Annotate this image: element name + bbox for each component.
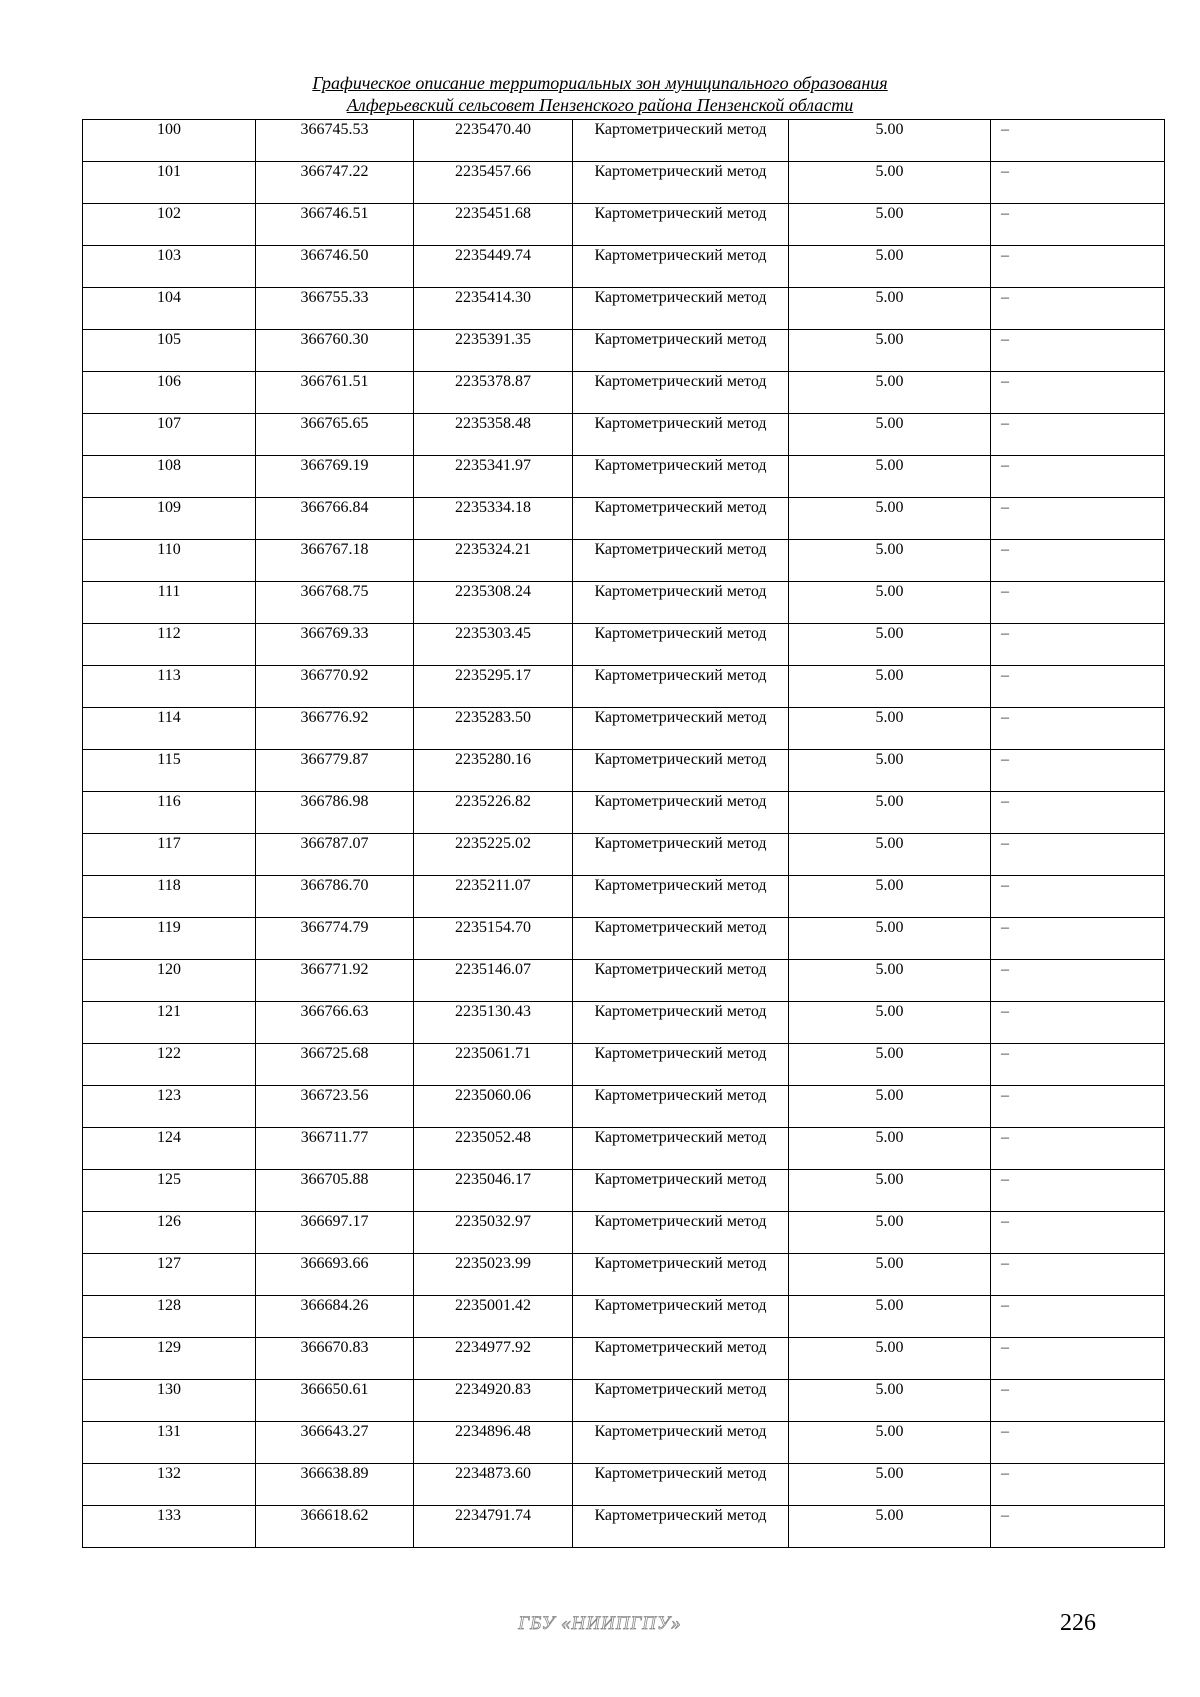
method-cell: Картометрический метод [573, 1128, 789, 1170]
table-row [83, 918, 1165, 960]
point-number-cell: 129 [83, 1338, 256, 1380]
accuracy-cell: 5.00 [789, 834, 991, 876]
method-cell: Картометрический метод [573, 1464, 789, 1506]
method-cell: Картометрический метод [573, 372, 789, 414]
page-number: 226 [1060, 1610, 1096, 1636]
x-coordinate-cell: 366697.17 [256, 1212, 414, 1254]
x-coordinate-cell: 366765.65 [256, 414, 414, 456]
y-coordinate-cell: 2235046.17 [414, 1170, 573, 1212]
table-row [83, 1002, 1165, 1044]
note-cell: – [991, 540, 1165, 582]
table-row [83, 414, 1165, 456]
x-coordinate-cell: 366786.98 [256, 792, 414, 834]
accuracy-cell: 5.00 [789, 288, 991, 330]
point-number-cell: 132 [83, 1464, 256, 1506]
point-number-cell: 128 [83, 1296, 256, 1338]
method-cell: Картометрический метод [573, 582, 789, 624]
point-number-cell: 125 [83, 1170, 256, 1212]
accuracy-cell: 5.00 [789, 960, 991, 1002]
note-cell: – [991, 1002, 1165, 1044]
method-cell: Картометрический метод [573, 414, 789, 456]
y-coordinate-cell: 2234896.48 [414, 1422, 573, 1464]
table-row [83, 750, 1165, 792]
point-number-cell: 117 [83, 834, 256, 876]
method-cell: Картометрический метод [573, 1422, 789, 1464]
y-coordinate-cell: 2235052.48 [414, 1128, 573, 1170]
accuracy-cell: 5.00 [789, 1170, 991, 1212]
accuracy-cell: 5.00 [789, 162, 991, 204]
note-cell: – [991, 1380, 1165, 1422]
document-header [0, 72, 1200, 116]
accuracy-cell: 5.00 [789, 120, 991, 162]
table-row [83, 204, 1165, 246]
table-row [83, 246, 1165, 288]
x-coordinate-cell: 366767.18 [256, 540, 414, 582]
method-cell: Картометрический метод [573, 1212, 789, 1254]
point-number-cell: 103 [83, 246, 256, 288]
y-coordinate-cell: 2235283.50 [414, 708, 573, 750]
note-cell: – [991, 1086, 1165, 1128]
accuracy-cell: 5.00 [789, 1212, 991, 1254]
point-number-cell: 106 [83, 372, 256, 414]
x-coordinate-cell: 366761.51 [256, 372, 414, 414]
y-coordinate-cell: 2235061.71 [414, 1044, 573, 1086]
note-cell: – [991, 708, 1165, 750]
point-number-cell: 119 [83, 918, 256, 960]
accuracy-cell: 5.00 [789, 1296, 991, 1338]
point-number-cell: 109 [83, 498, 256, 540]
note-cell: – [991, 1338, 1165, 1380]
point-number-cell: 111 [83, 582, 256, 624]
point-number-cell: 110 [83, 540, 256, 582]
method-cell: Картометрический метод [573, 246, 789, 288]
note-cell: – [991, 960, 1165, 1002]
table-row [83, 498, 1165, 540]
accuracy-cell: 5.00 [789, 1506, 991, 1548]
y-coordinate-cell: 2235391.35 [414, 330, 573, 372]
coordinates-table-body [83, 120, 1165, 1548]
accuracy-cell: 5.00 [789, 414, 991, 456]
table-row [83, 456, 1165, 498]
table-row [83, 666, 1165, 708]
table-row [83, 1380, 1165, 1422]
accuracy-cell: 5.00 [789, 750, 991, 792]
note-cell: – [991, 288, 1165, 330]
table-row [83, 1170, 1165, 1212]
method-cell: Картометрический метод [573, 918, 789, 960]
method-cell: Картометрический метод [573, 288, 789, 330]
x-coordinate-cell: 366746.50 [256, 246, 414, 288]
x-coordinate-cell: 366768.75 [256, 582, 414, 624]
method-cell: Картометрический метод [573, 330, 789, 372]
note-cell: – [991, 834, 1165, 876]
point-number-cell: 131 [83, 1422, 256, 1464]
table-row [83, 1086, 1165, 1128]
y-coordinate-cell: 2235023.99 [414, 1254, 573, 1296]
accuracy-cell: 5.00 [789, 204, 991, 246]
note-cell: – [991, 582, 1165, 624]
method-cell: Картометрический метод [573, 204, 789, 246]
note-cell: – [991, 1170, 1165, 1212]
y-coordinate-cell: 2235211.07 [414, 876, 573, 918]
accuracy-cell: 5.00 [789, 1380, 991, 1422]
point-number-cell: 133 [83, 1506, 256, 1548]
y-coordinate-cell: 2234791.74 [414, 1506, 573, 1548]
accuracy-cell: 5.00 [789, 918, 991, 960]
table-row [83, 1464, 1165, 1506]
note-cell: – [991, 246, 1165, 288]
x-coordinate-cell: 366705.88 [256, 1170, 414, 1212]
x-coordinate-cell: 366774.79 [256, 918, 414, 960]
x-coordinate-cell: 366670.83 [256, 1338, 414, 1380]
x-coordinate-cell: 366643.27 [256, 1422, 414, 1464]
note-cell: – [991, 204, 1165, 246]
note-cell: – [991, 666, 1165, 708]
accuracy-cell: 5.00 [789, 1044, 991, 1086]
x-coordinate-cell: 366693.66 [256, 1254, 414, 1296]
accuracy-cell: 5.00 [789, 666, 991, 708]
table-row [83, 708, 1165, 750]
table-row [83, 1128, 1165, 1170]
y-coordinate-cell: 2235032.97 [414, 1212, 573, 1254]
note-cell: – [991, 918, 1165, 960]
accuracy-cell: 5.00 [789, 624, 991, 666]
y-coordinate-cell: 2235280.16 [414, 750, 573, 792]
point-number-cell: 100 [83, 120, 256, 162]
x-coordinate-cell: 366766.63 [256, 1002, 414, 1044]
point-number-cell: 113 [83, 666, 256, 708]
accuracy-cell: 5.00 [789, 708, 991, 750]
y-coordinate-cell: 2234873.60 [414, 1464, 573, 1506]
accuracy-cell: 5.00 [789, 1128, 991, 1170]
note-cell: – [991, 1296, 1165, 1338]
note-cell: – [991, 1044, 1165, 1086]
y-coordinate-cell: 2235130.43 [414, 1002, 573, 1044]
y-coordinate-cell: 2235295.17 [414, 666, 573, 708]
method-cell: Картометрический метод [573, 540, 789, 582]
table-row [83, 876, 1165, 918]
point-number-cell: 104 [83, 288, 256, 330]
point-number-cell: 118 [83, 876, 256, 918]
point-number-cell: 124 [83, 1128, 256, 1170]
table-row [83, 960, 1165, 1002]
y-coordinate-cell: 2235378.87 [414, 372, 573, 414]
x-coordinate-cell: 366725.68 [256, 1044, 414, 1086]
y-coordinate-cell: 2234977.92 [414, 1338, 573, 1380]
point-number-cell: 121 [83, 1002, 256, 1044]
x-coordinate-cell: 366650.61 [256, 1380, 414, 1422]
x-coordinate-cell: 366786.70 [256, 876, 414, 918]
note-cell: – [991, 1128, 1165, 1170]
point-number-cell: 130 [83, 1380, 256, 1422]
accuracy-cell: 5.00 [789, 792, 991, 834]
method-cell: Картометрический метод [573, 792, 789, 834]
y-coordinate-cell: 2235451.68 [414, 204, 573, 246]
note-cell: – [991, 792, 1165, 834]
accuracy-cell: 5.00 [789, 1254, 991, 1296]
accuracy-cell: 5.00 [789, 1002, 991, 1044]
table-row [83, 1296, 1165, 1338]
point-number-cell: 115 [83, 750, 256, 792]
x-coordinate-cell: 366747.22 [256, 162, 414, 204]
method-cell: Картометрический метод [573, 1002, 789, 1044]
note-cell: – [991, 624, 1165, 666]
x-coordinate-cell: 366787.07 [256, 834, 414, 876]
method-cell: Картометрический метод [573, 666, 789, 708]
note-cell: – [991, 1464, 1165, 1506]
x-coordinate-cell: 366766.84 [256, 498, 414, 540]
method-cell: Картометрический метод [573, 1380, 789, 1422]
y-coordinate-cell: 2235449.74 [414, 246, 573, 288]
method-cell: Картометрический метод [573, 1506, 789, 1548]
table-row [83, 1044, 1165, 1086]
y-coordinate-cell: 2235225.02 [414, 834, 573, 876]
x-coordinate-cell: 366770.92 [256, 666, 414, 708]
accuracy-cell: 5.00 [789, 1464, 991, 1506]
method-cell: Картометрический метод [573, 1254, 789, 1296]
table-row [83, 162, 1165, 204]
table-row [83, 1422, 1165, 1464]
note-cell: – [991, 456, 1165, 498]
y-coordinate-cell: 2235470.40 [414, 120, 573, 162]
note-cell: – [991, 372, 1165, 414]
method-cell: Картометрический метод [573, 624, 789, 666]
method-cell: Картометрический метод [573, 1338, 789, 1380]
y-coordinate-cell: 2235154.70 [414, 918, 573, 960]
x-coordinate-cell: 366779.87 [256, 750, 414, 792]
x-coordinate-cell: 366776.92 [256, 708, 414, 750]
accuracy-cell: 5.00 [789, 1338, 991, 1380]
x-coordinate-cell: 366771.92 [256, 960, 414, 1002]
y-coordinate-cell: 2235341.97 [414, 456, 573, 498]
note-cell: – [991, 1254, 1165, 1296]
point-number-cell: 116 [83, 792, 256, 834]
method-cell: Картометрический метод [573, 960, 789, 1002]
method-cell: Картометрический метод [573, 120, 789, 162]
method-cell: Картометрический метод [573, 1044, 789, 1086]
method-cell: Картометрический метод [573, 1170, 789, 1212]
coordinates-table [82, 119, 1165, 1548]
table-row [83, 792, 1165, 834]
x-coordinate-cell: 366684.26 [256, 1296, 414, 1338]
note-cell: – [991, 876, 1165, 918]
method-cell: Картометрический метод [573, 1296, 789, 1338]
point-number-cell: 123 [83, 1086, 256, 1128]
x-coordinate-cell: 366638.89 [256, 1464, 414, 1506]
table-row [83, 288, 1165, 330]
y-coordinate-cell: 2235414.30 [414, 288, 573, 330]
accuracy-cell: 5.00 [789, 582, 991, 624]
point-number-cell: 114 [83, 708, 256, 750]
point-number-cell: 126 [83, 1212, 256, 1254]
y-coordinate-cell: 2235226.82 [414, 792, 573, 834]
y-coordinate-cell: 2235060.06 [414, 1086, 573, 1128]
table-row [83, 372, 1165, 414]
accuracy-cell: 5.00 [789, 372, 991, 414]
table-row [83, 1506, 1165, 1548]
note-cell: – [991, 498, 1165, 540]
method-cell: Картометрический метод [573, 1086, 789, 1128]
table-row [83, 834, 1165, 876]
x-coordinate-cell: 366755.33 [256, 288, 414, 330]
x-coordinate-cell: 366618.62 [256, 1506, 414, 1548]
method-cell: Картометрический метод [573, 750, 789, 792]
note-cell: – [991, 414, 1165, 456]
point-number-cell: 127 [83, 1254, 256, 1296]
x-coordinate-cell: 366723.56 [256, 1086, 414, 1128]
method-cell: Картометрический метод [573, 498, 789, 540]
accuracy-cell: 5.00 [789, 1422, 991, 1464]
accuracy-cell: 5.00 [789, 246, 991, 288]
table-row [83, 120, 1165, 162]
y-coordinate-cell: 2235457.66 [414, 162, 573, 204]
point-number-cell: 108 [83, 456, 256, 498]
y-coordinate-cell: 2234920.83 [414, 1380, 573, 1422]
method-cell: Картометрический метод [573, 876, 789, 918]
table-row [83, 1338, 1165, 1380]
note-cell: – [991, 1422, 1165, 1464]
x-coordinate-cell: 366745.53 [256, 120, 414, 162]
note-cell: – [991, 120, 1165, 162]
accuracy-cell: 5.00 [789, 330, 991, 372]
table-row [83, 582, 1165, 624]
y-coordinate-cell: 2235324.21 [414, 540, 573, 582]
note-cell: – [991, 750, 1165, 792]
point-number-cell: 101 [83, 162, 256, 204]
x-coordinate-cell: 366711.77 [256, 1128, 414, 1170]
y-coordinate-cell: 2235146.07 [414, 960, 573, 1002]
x-coordinate-cell: 366769.33 [256, 624, 414, 666]
accuracy-cell: 5.00 [789, 498, 991, 540]
note-cell: – [991, 330, 1165, 372]
header-title-line1: Графическое описание территориальных зон муниципального образования [312, 73, 888, 93]
x-coordinate-cell: 366746.51 [256, 204, 414, 246]
method-cell: Картометрический метод [573, 708, 789, 750]
y-coordinate-cell: 2235308.24 [414, 582, 573, 624]
note-cell: – [991, 1212, 1165, 1254]
table-row [83, 330, 1165, 372]
y-coordinate-cell: 2235334.18 [414, 498, 573, 540]
point-number-cell: 122 [83, 1044, 256, 1086]
method-cell: Картометрический метод [573, 162, 789, 204]
point-number-cell: 105 [83, 330, 256, 372]
method-cell: Картометрический метод [573, 834, 789, 876]
table-row [83, 1212, 1165, 1254]
table-row [83, 1254, 1165, 1296]
footer-organization: ГБУ «НИИПГПУ» [518, 1613, 682, 1634]
accuracy-cell: 5.00 [789, 1086, 991, 1128]
table-row [83, 540, 1165, 582]
point-number-cell: 120 [83, 960, 256, 1002]
note-cell: – [991, 162, 1165, 204]
y-coordinate-cell: 2235358.48 [414, 414, 573, 456]
y-coordinate-cell: 2235001.42 [414, 1296, 573, 1338]
method-cell: Картометрический метод [573, 456, 789, 498]
point-number-cell: 102 [83, 204, 256, 246]
point-number-cell: 107 [83, 414, 256, 456]
x-coordinate-cell: 366760.30 [256, 330, 414, 372]
point-number-cell: 112 [83, 624, 256, 666]
x-coordinate-cell: 366769.19 [256, 456, 414, 498]
accuracy-cell: 5.00 [789, 456, 991, 498]
table-row [83, 624, 1165, 666]
note-cell: – [991, 1506, 1165, 1548]
accuracy-cell: 5.00 [789, 540, 991, 582]
y-coordinate-cell: 2235303.45 [414, 624, 573, 666]
header-title-line2: Алферьевский сельсовет Пензенского района Пензенской области [346, 95, 854, 115]
accuracy-cell: 5.00 [789, 876, 991, 918]
